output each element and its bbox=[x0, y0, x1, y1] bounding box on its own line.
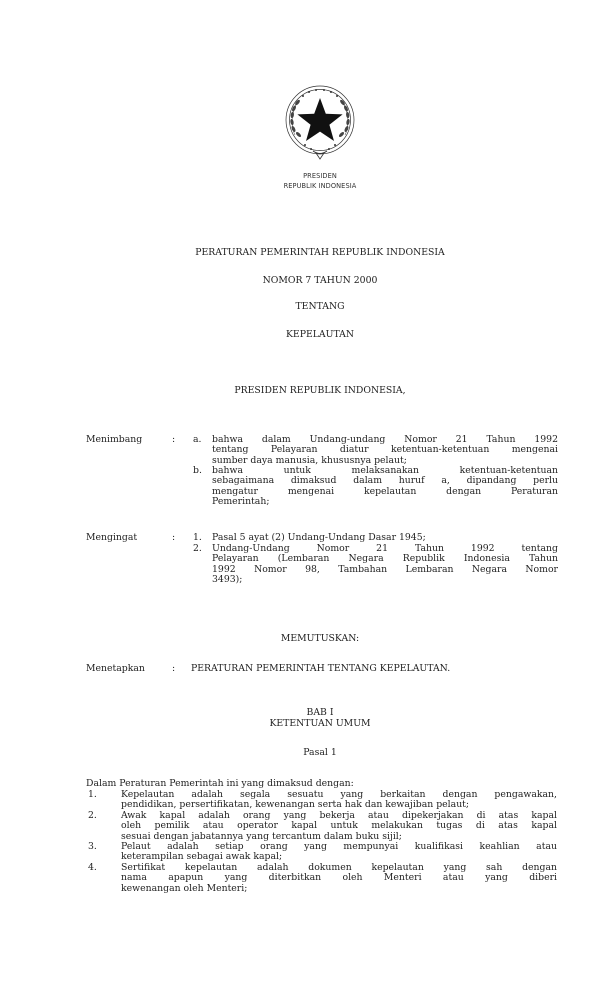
text-line: Pemerintah; bbox=[212, 496, 270, 508]
text-line: Kepelautan adalah segala sesuatu yang berkaitan dengan pengawakan, bbox=[121, 789, 557, 800]
mengingat-marker-1: 1. bbox=[193, 532, 202, 543]
document-title: PERATURAN PEMERINTAH REPUBLIK INDONESIA bbox=[195, 247, 445, 258]
definition-number: 1. bbox=[88, 789, 97, 800]
text-line: Awak kapal adalah orang yang bekerja atau dipekerjakan di atas kapal bbox=[121, 810, 557, 821]
text-line: sesuai dengan jabatannya yang tercantum dalam buku sijil; bbox=[121, 830, 402, 842]
menetapkan-colon: : bbox=[172, 663, 176, 674]
text-line: pendidikan, persertifikatan, kewenangan serta hak dan kewajiban pelaut; bbox=[121, 799, 470, 811]
text-line: bahwa dalam Undang-undang Nomor 21 Tahun 1992 bbox=[212, 434, 558, 445]
memutuskan-heading: MEMUTUSKAN: bbox=[280, 633, 360, 644]
text-line: sebagaimana dimaksud dalam huruf a, dipandang perlu bbox=[212, 475, 558, 487]
menetapkan-text: PERATURAN PEMERINTAH TENTANG KEPELAUTAN. bbox=[191, 663, 451, 674]
mengingat-item-1 bbox=[212, 533, 558, 543]
text-line: oleh pemilik atau operator kapal untuk melakukan tugas di atas kapal bbox=[121, 820, 557, 832]
text-line: nama apapun yang diterbitkan oleh Menteri atau yang diberi bbox=[121, 872, 557, 884]
mengingat-label: Mengingat bbox=[86, 532, 138, 543]
text-line: Sertifikat kepelautan adalah dokumen kepelautan yang sah dengan bbox=[121, 862, 557, 873]
definition-text bbox=[121, 842, 557, 863]
president-line: PRESIDEN REPUBLIK INDONESIA, bbox=[234, 385, 406, 396]
pasal-heading: Pasal 1 bbox=[303, 747, 337, 758]
mengingat-item-2 bbox=[212, 544, 558, 586]
text-line: tentang Pelayaran diatur ketentuan-ketentuan mengenai bbox=[212, 444, 558, 456]
bab-title: KETENTUAN UMUM bbox=[269, 718, 371, 729]
document-subject: KEPELAUTAN bbox=[285, 329, 355, 340]
document-about: TENTANG bbox=[295, 301, 345, 312]
text-line: Pelaut adalah setiap orang yang mempunyai kualifikasi keahlian atau bbox=[121, 841, 557, 852]
text-line: keterampilan sebagai awak kapal; bbox=[121, 851, 283, 863]
text-line: 1992 Nomor 98, Tambahan Lembaran Negara Nomor bbox=[212, 563, 558, 575]
document-number: NOMOR 7 TAHUN 2000 bbox=[262, 275, 378, 286]
menimbang-colon: : bbox=[172, 434, 176, 445]
text-line: bahwa untuk melaksanakan ketentuan-ketentuan bbox=[212, 465, 558, 476]
menimbang-marker-a: a. bbox=[193, 434, 202, 445]
text-line: Undang-Undang Nomor 21 Tahun 1992 tentang bbox=[212, 543, 558, 554]
seal-caption-presiden: PRESIDEN bbox=[303, 172, 337, 180]
bab-number: BAB I bbox=[306, 707, 334, 718]
definition-text bbox=[121, 790, 557, 811]
menimbang-label: Menimbang bbox=[86, 434, 143, 445]
mengingat-colon: : bbox=[172, 532, 176, 543]
definitions-intro-text: Dalam Peraturan Pemerintah ini yang dimaksud dengan: bbox=[86, 778, 354, 789]
text-line: kewenangan oleh Menteri; bbox=[121, 882, 248, 894]
definition-text bbox=[121, 863, 557, 894]
text-line: 3493); bbox=[212, 574, 243, 586]
definition-number: 3. bbox=[88, 841, 97, 852]
menetapkan-label: Menetapkan bbox=[86, 663, 145, 674]
text-line: Pasal 5 ayat (2) Undang-Undang Dasar 1945; bbox=[212, 532, 426, 543]
definition-number: 4. bbox=[88, 862, 97, 873]
mengingat-marker-2: 2. bbox=[193, 543, 202, 554]
menimbang-item-a bbox=[212, 435, 558, 466]
text-line: sumber daya manusia, khususnya pelaut; bbox=[212, 454, 407, 466]
seal-caption-republik-indonesia: REPUBLIK INDONESIA bbox=[283, 182, 357, 190]
definition-text bbox=[121, 811, 557, 842]
definition-number: 2. bbox=[88, 810, 97, 821]
presidential-seal-emblem bbox=[283, 83, 357, 161]
text-line: Pelayaran (Lembaran Negara Republik Indonesia Tahun bbox=[212, 553, 558, 565]
menimbang-item-b bbox=[212, 466, 558, 508]
menimbang-marker-b: b. bbox=[193, 465, 202, 476]
text-line: mengatur mengenai kepelautan dengan Peraturan bbox=[212, 485, 558, 497]
